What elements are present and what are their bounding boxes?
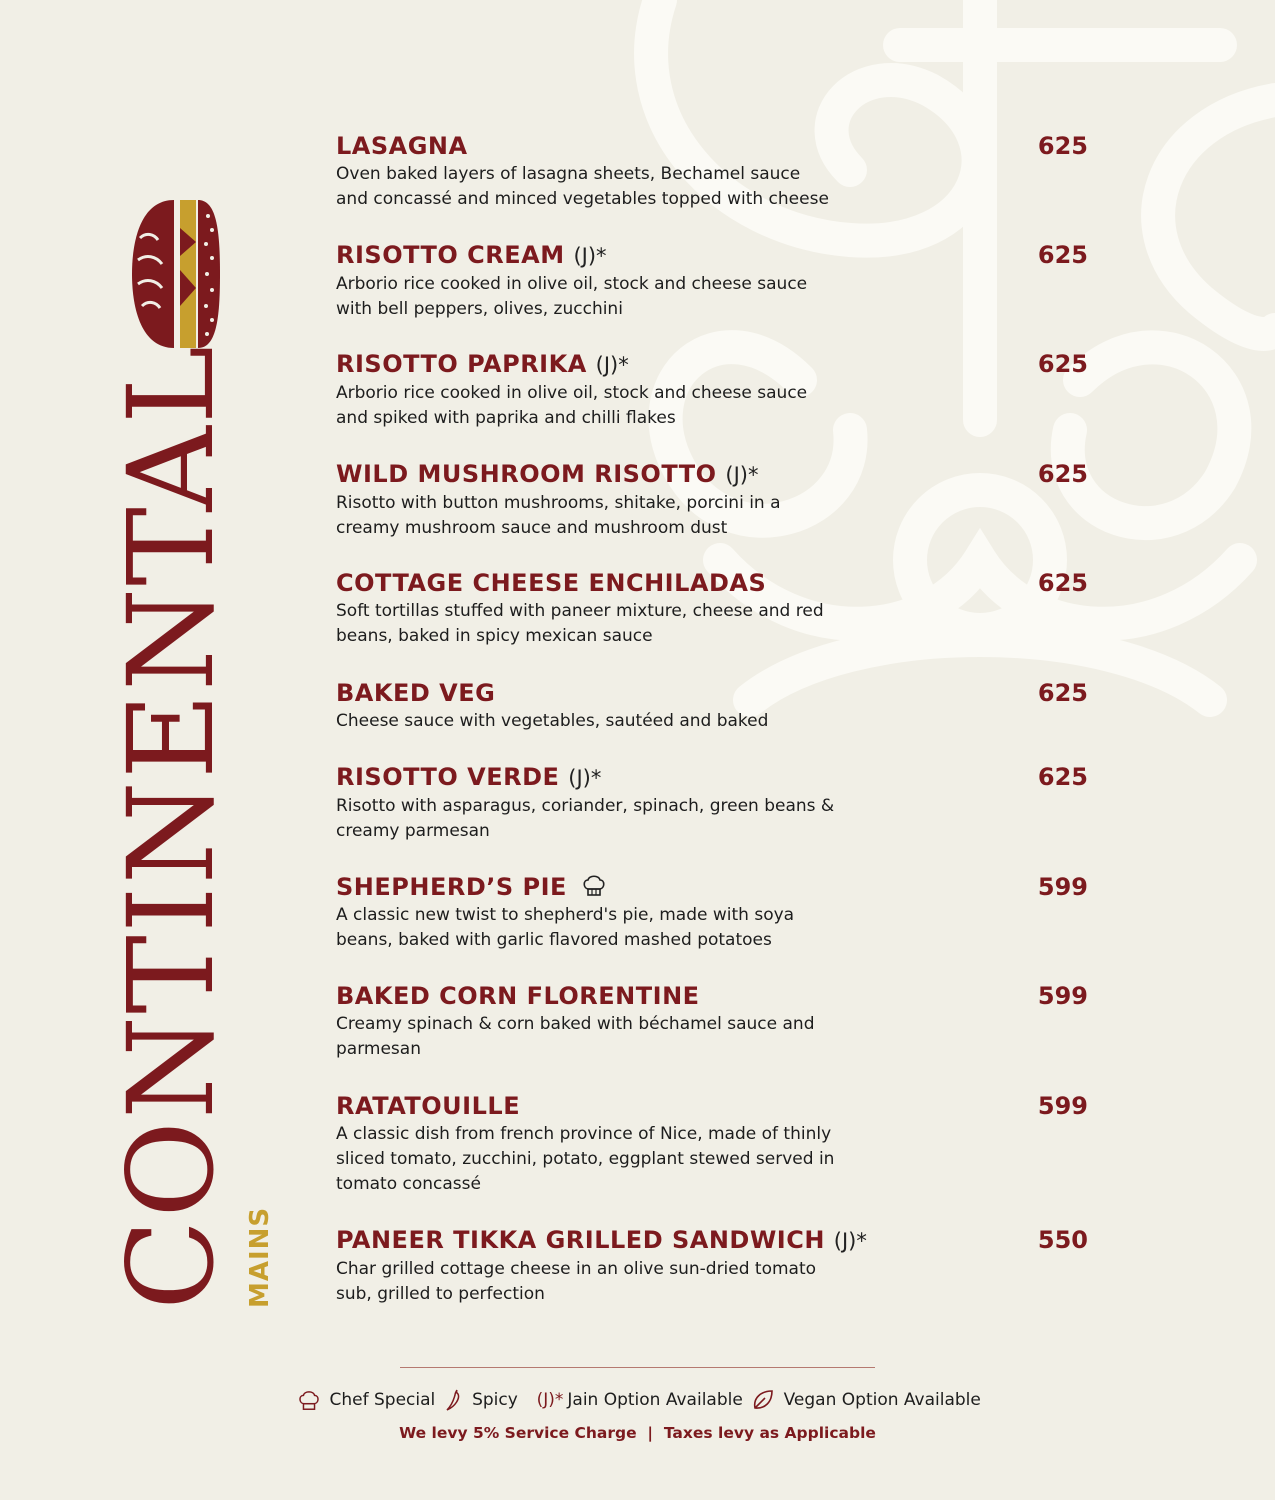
section-title: CONTINENTAL (102, 343, 240, 1310)
item-name: WILD MUSHROOM RISOTTO (J)* (336, 460, 759, 488)
legend (0, 1388, 1275, 1412)
legend-vegan: Vegan Option Available (783, 1390, 981, 1410)
menu-item (336, 678, 1096, 734)
item-name: SHEPHERD’S PIE (336, 872, 1096, 902)
item-name: RISOTTO PAPRIKA (J)* (336, 350, 629, 378)
legend-spicy: Spicy (472, 1390, 518, 1410)
item-name: BAKED CORN FLORENTINE (336, 982, 700, 1010)
menu-item (336, 240, 1096, 322)
item-name: RISOTTO CREAM (J)* (336, 241, 607, 269)
menu-item (336, 459, 1096, 541)
legend-jain: Jain Option Available (567, 1390, 743, 1410)
item-description: A classic dish from french province of Nice, made of thinly sliced tomato, zucchini, potato, eggplant stewed served in tomato concassé (336, 1124, 835, 1194)
item-description: A classic new twist to shepherd's pie, made with soya beans, baked with garlic flavored mashed potatoes (336, 905, 795, 950)
item-name: RISOTTO VERDE (J)* (336, 763, 602, 791)
menu-item (336, 131, 1096, 212)
menu-item (336, 349, 1096, 431)
item-price: 625 (1037, 679, 1088, 707)
item-price: 625 (1037, 241, 1088, 269)
item-price: 625 (1037, 350, 1088, 378)
item-price: 625 (1037, 763, 1088, 791)
item-price: 599 (1037, 1092, 1088, 1120)
jain-tag: (J)* (568, 766, 602, 790)
jain-tag: (J)* (595, 353, 629, 377)
item-price: 550 (1037, 1226, 1088, 1254)
menu-item (336, 872, 1096, 953)
item-description: Creamy spinach & corn baked with béchamel sauce and parmesan (336, 1014, 815, 1059)
item-name: LASAGNA (336, 132, 468, 160)
item-name: COTTAGE CHEESE ENCHILADAS (336, 569, 767, 597)
item-price: 625 (1037, 132, 1088, 160)
item-price: 599 (1037, 982, 1088, 1010)
menu-item (336, 981, 1096, 1062)
item-description: Risotto with asparagus, coriander, spinach, green beans & creamy parmesan (336, 796, 835, 841)
chef-hat-icon (581, 872, 607, 898)
item-description: Soft tortillas stuffed with paneer mixture, cheese and red beans, baked in spicy mexican sauce (336, 601, 824, 646)
chili-icon (444, 1388, 464, 1412)
legend-chef-special: Chef Special (329, 1390, 436, 1410)
item-description: Char grilled cottage cheese in an olive sun-dried tomato sub, grilled to perfection (336, 1259, 817, 1304)
item-name: BAKED VEG (336, 679, 496, 707)
menu-item (336, 1225, 1096, 1307)
item-price: 625 (1037, 569, 1088, 597)
legend-jain-symbol: (J)* (536, 1390, 564, 1410)
divider (400, 1367, 875, 1368)
leaf-icon (751, 1388, 775, 1412)
item-price: 599 (1037, 873, 1088, 901)
item-price: 625 (1037, 460, 1088, 488)
item-description: Oven baked layers of lasagna sheets, Bechamel sauce and concassé and minced vegetables topped with cheese (336, 164, 829, 209)
service-charge-note: We levy 5% Service Charge | Taxes levy as Applicable (399, 1424, 876, 1442)
item-description: Arborio rice cooked in olive oil, stock and cheese sauce with bell peppers, olives, zucchini (336, 274, 808, 319)
menu-item (336, 762, 1096, 844)
jain-tag: (J)* (725, 463, 759, 487)
menu-item (336, 1091, 1096, 1197)
section-subtitle: MAINS (245, 1206, 275, 1308)
item-description: Arborio rice cooked in olive oil, stock and cheese sauce and spiked with paprika and chilli flakes (336, 383, 808, 428)
jain-tag: (J)* (833, 1229, 867, 1253)
item-name: PANEER TIKKA GRILLED SANDWICH (J)* (336, 1226, 867, 1254)
menu-item (336, 568, 1096, 649)
chef-hat-icon (297, 1388, 321, 1412)
burger-logo-icon (132, 198, 222, 350)
item-description: Risotto with button mushrooms, shitake, porcini in a creamy mushroom sauce and mushroom dust (336, 493, 781, 538)
item-name: RATATOUILLE (336, 1092, 521, 1120)
item-description: Cheese sauce with vegetables, sautéed and baked (336, 711, 769, 731)
jain-tag: (J)* (573, 244, 607, 268)
